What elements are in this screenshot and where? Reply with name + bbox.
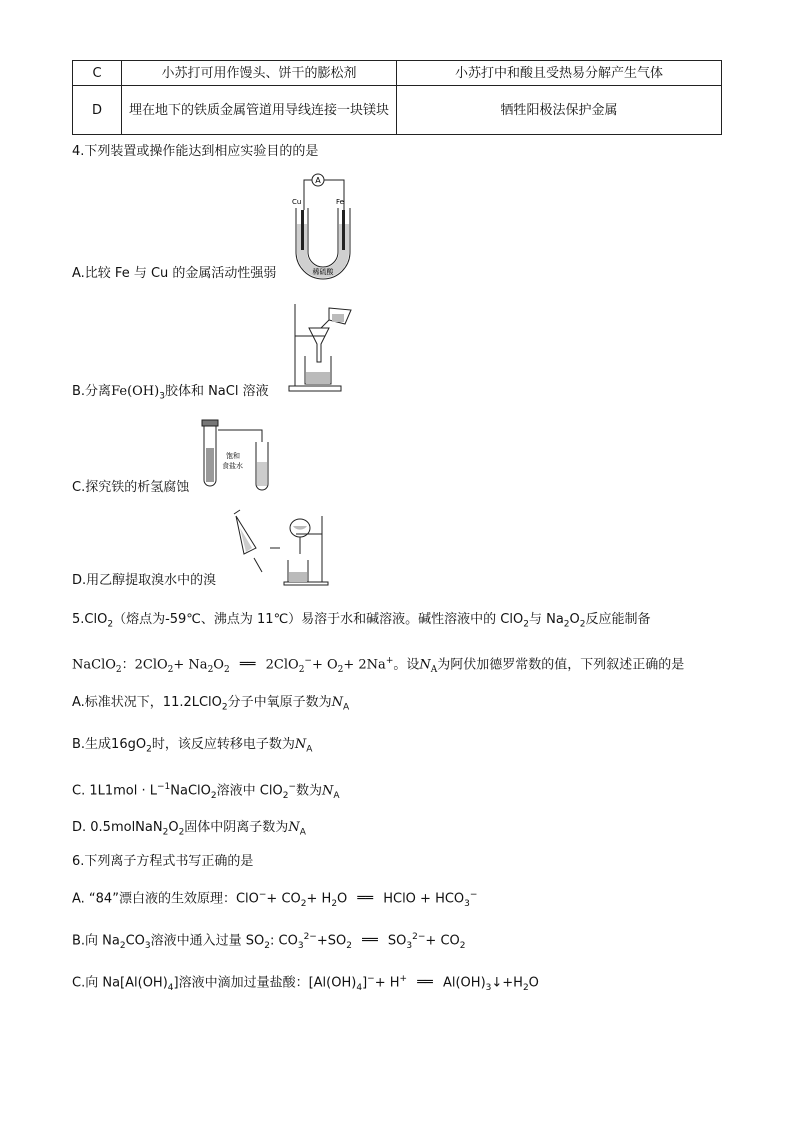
subscript: 3 [464,898,470,909]
fe-oh-formula: Fe(OH) [111,384,160,399]
solution-label: 稀硫酸 [312,268,334,276]
separatory-funnel-figure [226,508,334,586]
row-explanation: 小苏打中和酸且受热易分解产生气体 [397,61,722,86]
superscript: − [258,890,267,900]
fe-label: Fe [336,198,344,206]
subscript: 2 [298,664,305,675]
superscript: −1 [157,782,171,792]
text: ↓+H [491,975,523,991]
q5-stem-line1 [72,611,651,634]
text: 2ClO [265,657,299,673]
text: （熔点为-59℃、沸点为 11℃）易溶于水和碱溶液。碱性溶液中的 ClO [113,612,524,627]
subscript: A [343,702,350,713]
text: ] [362,975,368,991]
superscript: 2− [412,932,426,942]
options-table [72,60,722,135]
subscript: 2 [331,898,338,909]
subscript: 2 [523,619,529,630]
cu-label: Cu [292,198,302,206]
na-symbol: N [288,820,300,835]
text: HClO + HCO [383,891,465,907]
text: + H [306,891,332,907]
brine-label: 食盐水 [222,462,243,470]
subscript: 2 [167,664,174,675]
superscript: 2− [303,932,317,942]
text: Al(OH) [442,975,486,991]
superscript: − [469,890,478,900]
text: C. 1L1mol · L [72,783,157,799]
subscript: 2 [223,664,230,675]
subscript: 3 [144,940,151,951]
q6-stem: 6.下列离子方程式书写正确的是 [72,854,254,869]
subscript: 2 [107,619,114,630]
na-symbol: N [419,657,431,673]
subscript: 3 [485,982,492,993]
text: 时，该反应转移电子数为 [151,737,295,752]
text: 反应能制备 [585,612,651,627]
ammeter-label: A [315,176,321,185]
text: 溶液中 ClO [216,783,283,799]
table-row [73,86,722,135]
text: O [168,820,179,835]
superscript: + [399,974,408,984]
text: + H [374,975,400,991]
table-row [73,61,722,86]
filtration-figure [285,300,357,394]
q6-option-a [72,886,477,913]
subscript: 2 [210,790,217,801]
subscript: A [333,790,340,801]
subscript: 2 [522,982,529,993]
subscript: 4 [356,982,363,993]
text: CO [125,933,145,949]
subscript: 2 [119,940,126,951]
q4-option-a: A.比较 Fe 与 Cu 的金属活动性强弱 [72,266,277,281]
text: C.向 Na [72,975,121,991]
superscript: − [367,974,375,984]
subscript: 2 [300,898,307,909]
text: [Al(OH) [120,975,168,991]
subscript: 2 [346,940,352,951]
q4-stem: 4.下列装置或操作能达到相应实验目的的是 [72,144,319,159]
subscript: 2 [282,790,289,801]
text: + O [311,657,338,673]
text: D. 0.5molNaN [72,820,163,835]
text: 为阿伏加德罗常数的值，下列叙述正确的是 [437,657,685,673]
na-symbol: N [294,737,307,752]
subscript: 3 [406,940,413,951]
q4-option-c: C.探究铁的析氢腐蚀 [72,480,190,495]
subscript: A [306,744,313,755]
text: SO [387,933,407,949]
subscript: 3 [297,940,304,951]
subscript: 2 [115,664,122,675]
na-symbol: N [322,783,334,799]
text: O [337,891,348,907]
text: +SO [316,933,347,949]
subscript: 2 [162,827,169,838]
saturated-label: 饱和 [226,452,240,460]
option-b-prefix: B.分离 [72,384,112,399]
corrosion-figure [196,418,272,494]
q5-option-b [72,736,312,759]
text: 数为 [295,783,322,799]
text: A. “84”漂白液的生效原理：ClO [72,891,259,907]
subscript: 4 [167,982,174,993]
text: A.标准状况下，11.2LClO [72,695,222,710]
text: 5.ClO [72,612,108,627]
equals-sign: ══ [362,933,378,949]
subscript: A [299,827,306,838]
text: ：2ClO [121,657,168,673]
subscript: 2 [178,827,185,838]
row-letter: D [73,86,122,135]
equals-sign: ══ [417,975,433,991]
row-explanation: 牺牲阳极法保护金属 [397,86,722,135]
subscript: 3 [159,391,165,402]
text: NaClO [72,657,116,673]
text: O [528,975,539,991]
text: + CO [425,933,460,949]
text: 溶液中通入过量 SO [150,933,265,949]
subscript: 2 [146,744,152,755]
text: + Na [173,657,208,673]
subscript: 2 [337,664,344,675]
text: + 2Na [343,657,386,673]
q5-option-a [72,694,349,717]
subscript: A [430,664,438,675]
superscript: − [304,656,312,666]
q4-option-d: D.用乙醇提取溴水中的溴 [72,573,217,588]
text: 分子中氧原子数为 [227,695,332,710]
text: 。设 [393,657,420,673]
text: B.生成16gO [72,737,147,752]
text: : CO [270,933,298,949]
q5-option-d [72,819,306,842]
row-statement: 埋在地下的铁质金属管道用导线连接一块镁块 [122,86,397,135]
subscript: 2 [207,664,214,675]
q6-option-c [72,970,539,997]
galvanic-cell-figure [286,166,358,282]
option-b-suffix: 胶体和 NaCl 溶液 [164,384,269,399]
superscript: − [288,782,296,792]
text: O [569,612,580,627]
q5-stem-line2 [72,652,684,679]
equals-sign: ══ [239,657,256,673]
text: B.向 Na [72,933,120,949]
text: + CO [266,891,301,907]
row-statement: 小苏打可用作馒头、饼干的膨松剂 [122,61,397,86]
subscript: 2 [563,619,570,630]
subscript: 2 [459,940,466,951]
q6-option-b [72,928,466,955]
text: ]溶液中滴加过量盐酸：[Al(OH) [173,975,357,991]
superscript: + [385,656,394,666]
subscript: 2 [579,619,586,630]
q4-option-b [72,383,269,406]
subscript: 2 [264,940,271,951]
q5-option-c [72,778,340,805]
text: 与 Na [528,612,564,627]
subscript: 2 [221,702,228,713]
text: NaClO [170,783,211,799]
row-letter: C [73,61,122,86]
text: 固体中阴离子数为 [184,820,289,835]
text: O [213,657,224,673]
na-symbol: N [331,695,344,710]
equals-sign: ══ [357,891,374,907]
